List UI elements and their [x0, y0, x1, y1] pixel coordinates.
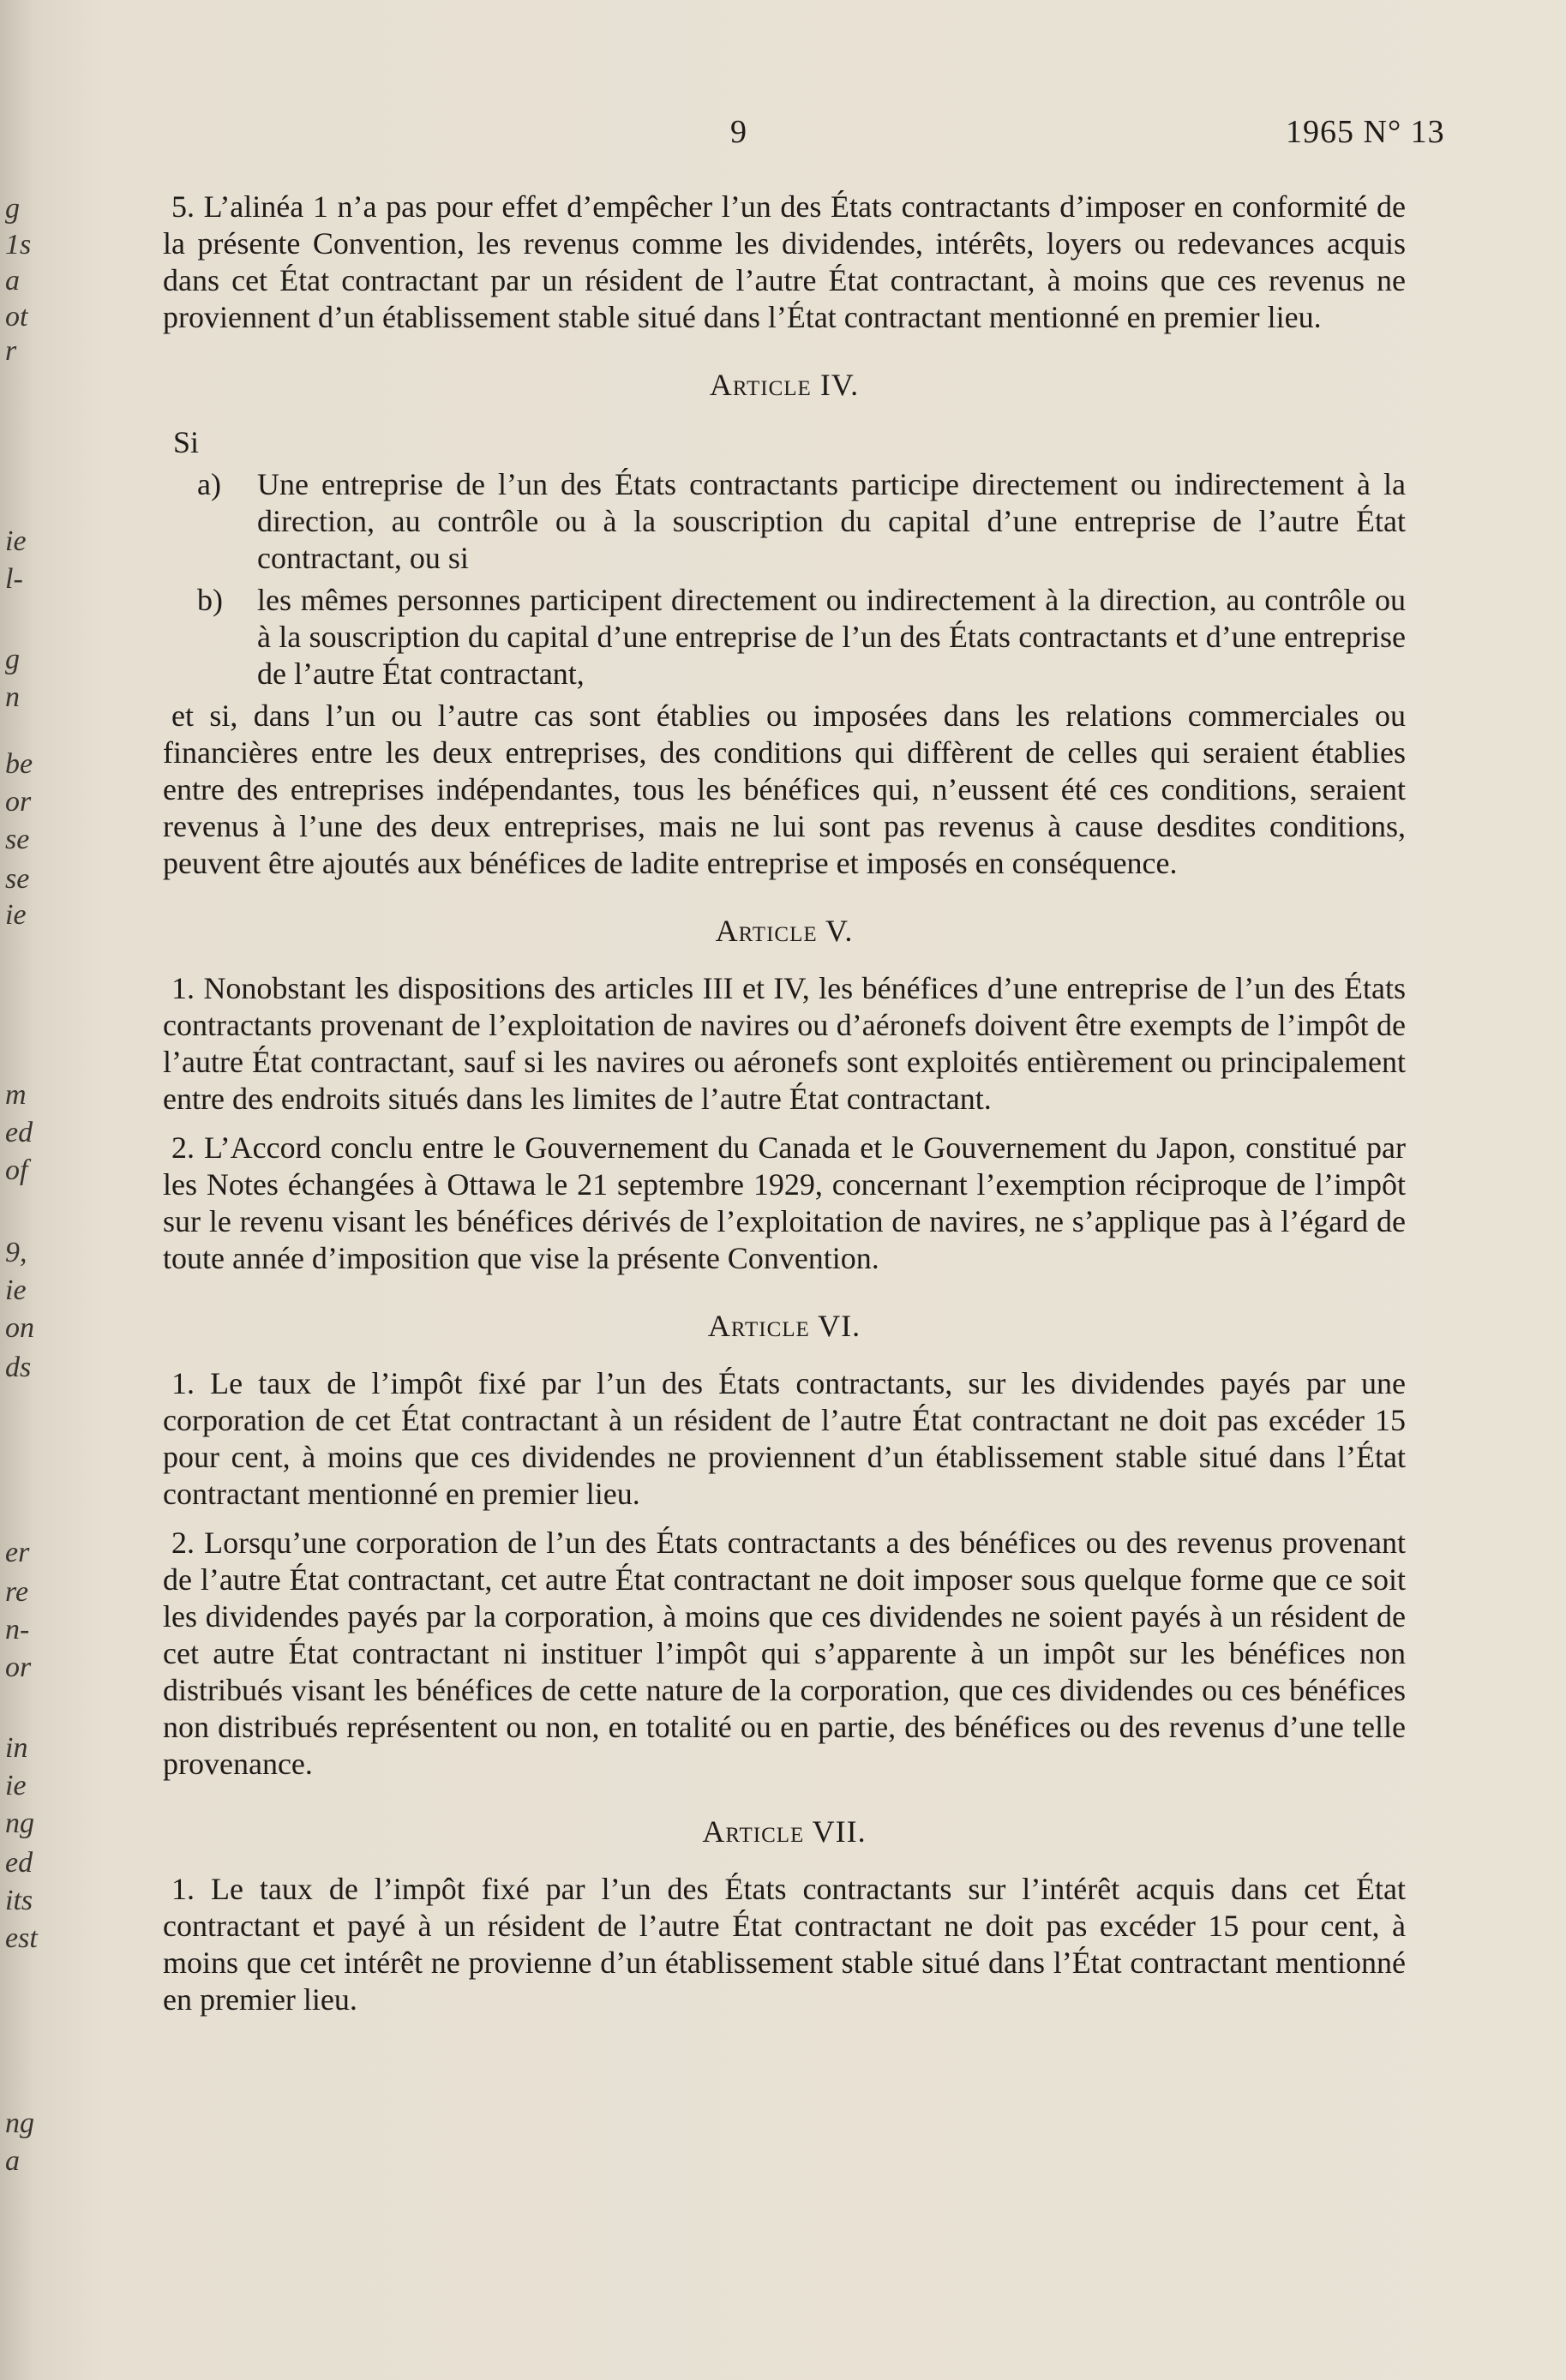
- gutter-fragment: be: [5, 748, 33, 780]
- gutter-fragment: ng: [5, 1807, 34, 1839]
- document-reference: 1965 N° 13: [1286, 114, 1445, 150]
- gutter-fragment: n-: [5, 1614, 30, 1646]
- list-item-text: les mêmes personnes participent directement ou indirectement à la direction, au contrôle ou à la souscription du capital d’une entreprise de l’un des États contractants et d’une entreprise de l’autre État contractant,: [257, 583, 1406, 691]
- list-item-text: Une entreprise de l’un des États contractants participe directement ou indirectement à la direction, au contrôle ou à la souscription du capital d’une entreprise de l’autre État contractant, ou si: [257, 467, 1406, 575]
- gutter-fragment: ie: [5, 899, 27, 931]
- gutter-fragment: on: [5, 1312, 34, 1344]
- paragraph: 2. L’Accord conclu entre le Gouvernement du Canada et le Gouvernement du Japon, constitué par les Notes échangées à Ottawa le 21 septembre 1929, concernant l’exemption réciproque de l’impôt sur le revenu visant les bénéfices dérivés de l’exploitation de navires, ne s’applique pas à l’égard de toute année d’imposition que vise la présente Convention.: [163, 1130, 1406, 1275]
- gutter-fragment: se: [5, 863, 30, 895]
- gutter-fragment: ie: [5, 1770, 27, 1801]
- gutter-fragment: ie: [5, 525, 27, 557]
- list-item-label: a): [197, 467, 221, 501]
- paragraph: et si, dans l’un ou l’autre cas sont établies ou imposées dans les relations commerciales ou financières entre les deux entreprises, des conditions qui diffèrent de celles qui seraient établies entre des entreprises indépendantes, tous les bénéfices qui, n’eussent été ces conditions, seraient revenus à l’une des deux entreprises, mais ne lui sont pas revenus à cause desdites conditions, peuvent être ajoutés aux bénéfices de ladite entreprise et imposés en conséquence.: [163, 698, 1406, 880]
- gutter-fragment: se: [5, 824, 30, 855]
- page-number: 9: [730, 114, 747, 150]
- gutter-fragment: m: [5, 1079, 27, 1111]
- page-header: [0, 113, 1566, 156]
- gutter-fragment: ot: [5, 301, 28, 333]
- document-body: [163, 189, 1406, 2030]
- gutter-fragment: a: [5, 2145, 20, 2177]
- gutter-fragment: ed: [5, 1117, 33, 1148]
- paragraph: 1. Nonobstant les dispositions des articles III et IV, les bénéfices d’une entreprise de l’un des États contractants provenant de l’exploitation de navires ou d’aéronefs doivent être exempts de l’impôt de l’autre État contractant, sauf si les navires ou aéronefs sont exploités entièrement ou principalement entre des endroits situés dans les limites de l’autre État contractant.: [163, 971, 1406, 1116]
- gutter-fragment: in: [5, 1732, 28, 1764]
- article-heading: Article IV.: [709, 368, 860, 402]
- gutter-fragment: er: [5, 1537, 30, 1568]
- gutter-fragment: its: [5, 1885, 33, 1916]
- article-heading: Article V.: [715, 914, 854, 948]
- gutter-fragment: g: [5, 644, 20, 675]
- article-heading: Article VI.: [707, 1309, 861, 1343]
- list-item: [180, 582, 1406, 692]
- gutter-fragment: g: [5, 193, 20, 225]
- gutter-fragment: ed: [5, 1847, 33, 1879]
- paragraph: 1. Le taux de l’impôt fixé par l’un des États contractants sur l’intérêt acquis dans cet État contractant et payé à un résident de l’autre État contractant ne doit pas excéder 15 pour cent, à moins que cet intérêt ne provienne d’un établissement stable situé dans l’État contractant mentionné en premier lieu.: [163, 1872, 1406, 2017]
- paragraph: 5. L’alinéa 1 n’a pas pour effet d’empêcher l’un des États contractants d’imposer en conformité de la présente Convention, les revenus comme les dividendes, intérêts, loyers ou redevances acquis dans cet État contractant par un résident de l’autre État contractant, à moins que ces revenus ne proviennent d’un établissement stable situé dans l’État contractant mentionné en premier lieu.: [163, 189, 1406, 334]
- gutter-fragment: r: [5, 335, 17, 367]
- paragraph-lead: Si: [173, 425, 200, 459]
- paragraph: 1. Le taux de l’impôt fixé par l’un des États contractants, sur les dividendes payés par une corporation de cet État contractant à un résident de l’autre État contractant ne doit pas excéder 15 pour cent, à moins que ces dividendes ne proviennent d’un établissement stable situé dans l’État contractant mentionné en premier lieu.: [163, 1366, 1406, 1511]
- gutter-fragment: n: [5, 681, 20, 713]
- gutter-fragment: or: [5, 1652, 32, 1683]
- gutter-fragment: of: [5, 1154, 28, 1186]
- facing-page-margin: [0, 0, 51, 2380]
- gutter-fragment: re: [5, 1576, 29, 1608]
- gutter-fragment: 1s: [5, 229, 32, 261]
- gutter-fragment: est: [5, 1922, 38, 1954]
- gutter-fragment: ie: [5, 1274, 27, 1306]
- gutter-fragment: ng: [5, 2107, 34, 2139]
- gutter-fragment: ds: [5, 1352, 32, 1383]
- gutter-fragment: a: [5, 265, 20, 297]
- article-heading: Article VII.: [702, 1814, 867, 1849]
- paragraph: 2. Lorsqu’une corporation de l’un des États contractants a des bénéfices ou des revenus provenant de l’autre État contractant, cet autre État contractant ne doit imposer sous quelque forme que ce soit les dividendes payés par la corporation, à moins que ces dividendes ne soient payés à un résident de cet autre État contractant ni instituer l’impôt qui s’apparente à un impôt sur les bénéfices non distribués visant les bénéfices de cette nature de la corporation, que ces dividendes ou ces bénéfices non distribués représentent ou non, en totalité ou en partie, des bénéfices ou des revenus d’une telle provenance.: [163, 1526, 1406, 1781]
- gutter-fragment: l-: [5, 563, 23, 595]
- gutter-fragment: 9,: [5, 1237, 27, 1268]
- list-item-label: b): [197, 583, 223, 617]
- gutter-fragment: or: [5, 786, 32, 818]
- list-item: [180, 466, 1406, 577]
